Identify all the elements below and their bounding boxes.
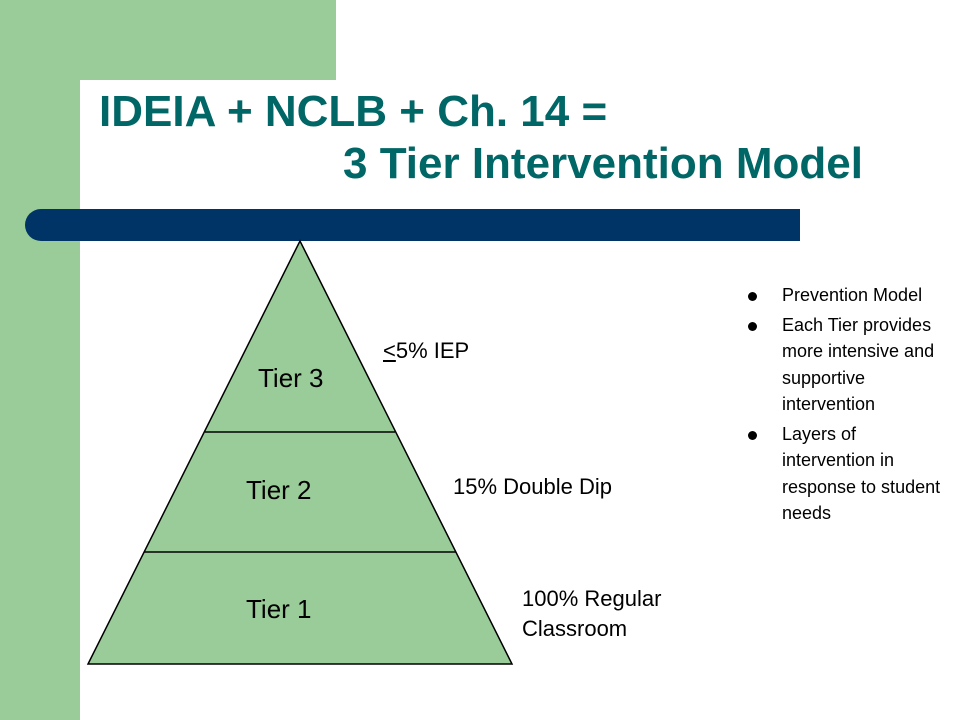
bullet-text: Layers of intervention in response to student needs: [782, 423, 941, 523]
tier-3-note-text: 5% IEP: [395, 338, 470, 363]
bullet-dot-icon: [748, 292, 757, 301]
bullet-text: Each Tier provides more intensive and supportive intervention: [782, 314, 935, 414]
tier-1-note-line1: 100% Regular: [522, 586, 662, 611]
tier-2-label: Tier 2: [246, 475, 312, 505]
bullet-list: [748, 282, 948, 530]
tier-1-note: [522, 584, 661, 644]
tier-3-label: Tier 3: [258, 363, 324, 393]
bullet-item: [748, 282, 948, 309]
bullet-item: [748, 421, 948, 527]
tier-3-note-symbol: <: [383, 338, 396, 363]
tier-3-note: [383, 336, 469, 366]
bullet-dot-icon: [748, 322, 757, 331]
tier-2-note: 15% Double Dip: [453, 474, 612, 499]
bullet-item: [748, 312, 948, 418]
tier-1-note-line2: Classroom: [522, 616, 628, 641]
tier-1-label: Tier 1: [246, 594, 312, 624]
slide-title-line1: IDEIA + NCLB + Ch. 14 =: [99, 87, 608, 136]
slide-title-line2: 3 Tier Intervention Model: [343, 139, 863, 188]
bullet-text: Prevention Model: [782, 285, 923, 305]
bullet-dot-icon: [748, 431, 757, 440]
